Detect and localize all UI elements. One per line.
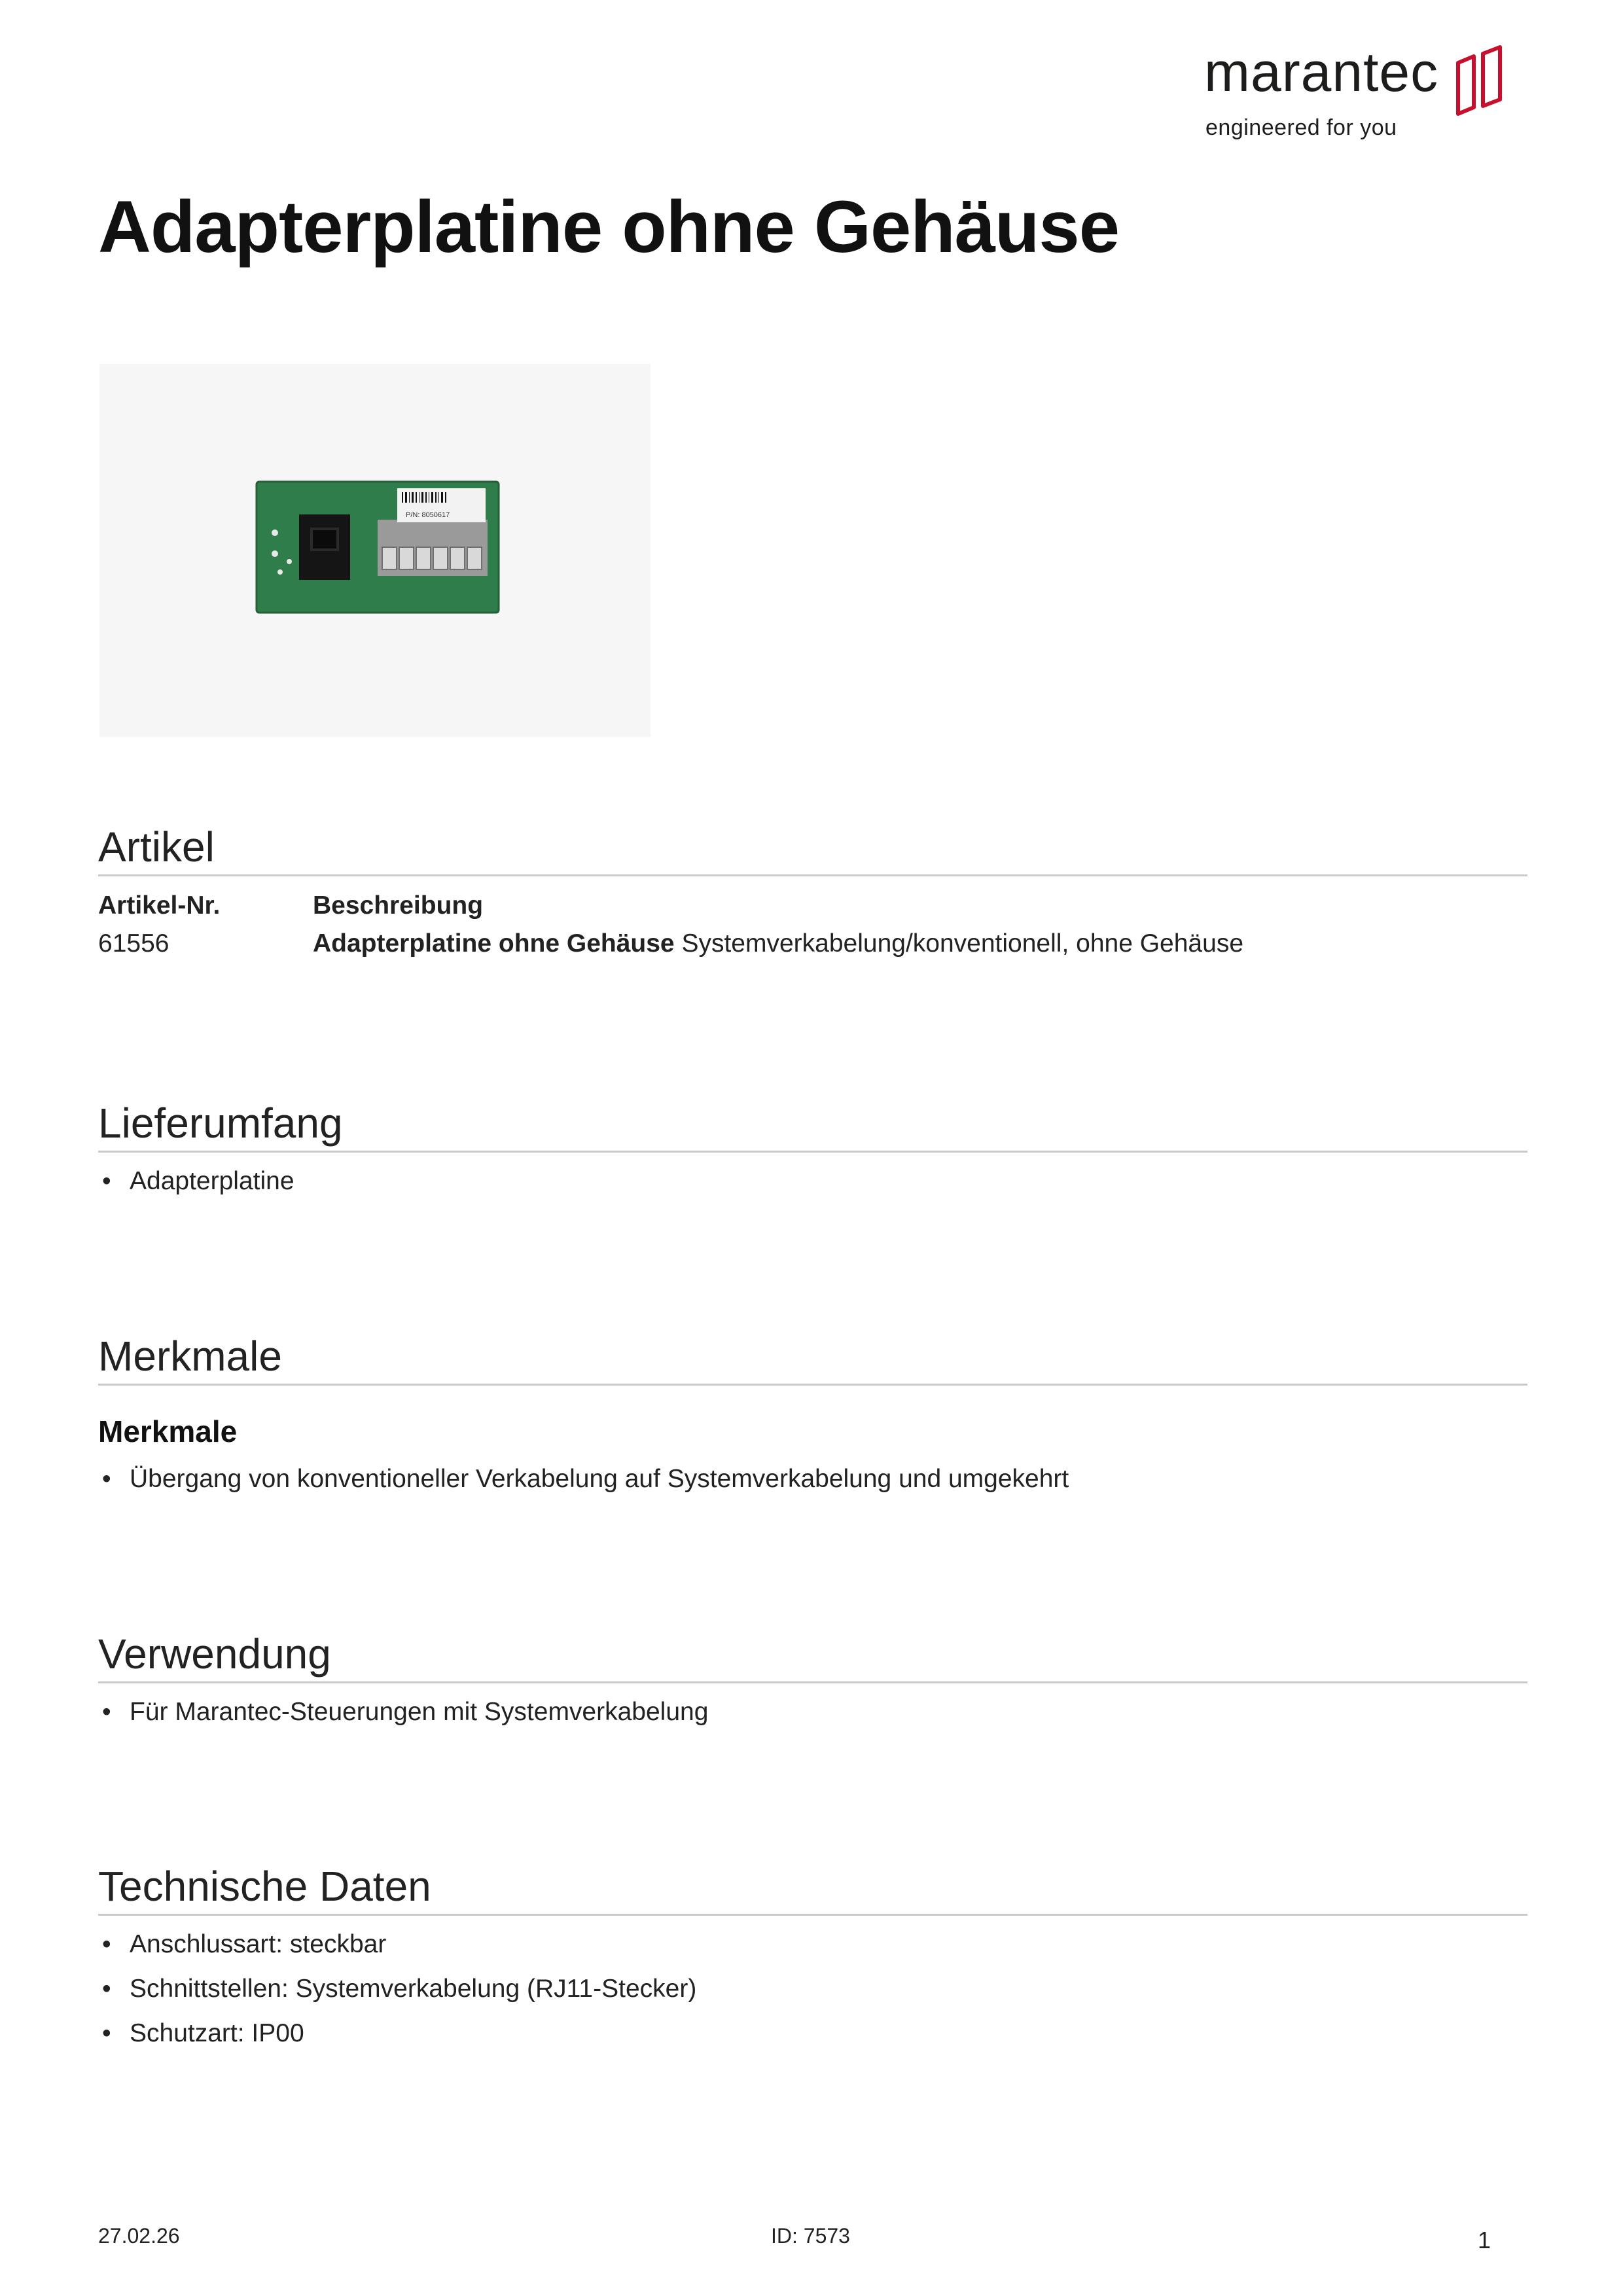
section-divider bbox=[98, 1384, 1527, 1386]
subheading-merkmale: Merkmale bbox=[98, 1414, 238, 1448]
column-header-beschreibung: Beschreibung bbox=[313, 891, 484, 920]
footer-date: 27.02.26 bbox=[98, 2224, 180, 2248]
list-item bbox=[98, 1167, 294, 1196]
list-item-text: Für Marantec-Steuerungen mit Systemverkabelung bbox=[130, 1698, 709, 1726]
logo-tagline: engineered for you bbox=[1205, 115, 1397, 140]
bullet: • bbox=[102, 1167, 111, 1195]
bullet: • bbox=[102, 1975, 111, 2003]
section-heading-merkmale: Merkmale bbox=[98, 1333, 282, 1380]
page-number: 1 bbox=[1478, 2227, 1491, 2253]
circuit-board-illustration bbox=[99, 364, 651, 737]
section-heading-artikel: Artikel bbox=[98, 823, 215, 870]
list-item-text: Adapterplatine bbox=[130, 1167, 294, 1195]
list-item bbox=[98, 1975, 696, 2004]
list-item-text: Übergang von konventioneller Verkabelung auf Systemverkabelung und umgekehrt bbox=[130, 1465, 1069, 1493]
article-description bbox=[313, 929, 1243, 959]
brand-logo bbox=[1204, 41, 1505, 149]
list-item-text: Schutzart: IP00 bbox=[130, 2019, 304, 2047]
list-item bbox=[98, 1930, 386, 1960]
marantec-mark-icon bbox=[1454, 45, 1507, 117]
bullet: • bbox=[102, 1465, 111, 1493]
list-item bbox=[98, 2019, 304, 2049]
footer-id: ID: 7573 bbox=[771, 2224, 850, 2248]
section-divider bbox=[98, 1914, 1527, 1916]
section-heading-lieferumfang: Lieferumfang bbox=[98, 1100, 343, 1147]
list-item-text: Schnittstellen: Systemverkabelung (RJ11-Stecker) bbox=[130, 1975, 697, 2003]
bullet: • bbox=[102, 1698, 111, 1726]
section-divider bbox=[98, 1151, 1527, 1153]
section-divider bbox=[98, 874, 1527, 876]
section-heading-verwendung: Verwendung bbox=[98, 1630, 331, 1677]
article-description-name: Adapterplatine ohne Gehäuse bbox=[313, 929, 675, 958]
list-item bbox=[98, 1698, 708, 1727]
bullet: • bbox=[102, 2019, 111, 2047]
column-header-artikel-nr: Artikel-Nr. bbox=[98, 891, 221, 920]
list-item-text: Anschlussart: steckbar bbox=[130, 1930, 387, 1958]
article-number: 61556 bbox=[98, 929, 169, 958]
article-description-detail: Systemverkabelung/konventionell, ohne Gehäuse bbox=[681, 929, 1244, 958]
section-heading-technische-daten: Technische Daten bbox=[98, 1863, 431, 1910]
board-label: P/N: 8050617 bbox=[406, 511, 450, 519]
product-image bbox=[99, 364, 651, 737]
section-divider bbox=[98, 1681, 1527, 1683]
list-item bbox=[98, 1465, 1069, 1494]
bullet: • bbox=[102, 1930, 111, 1958]
logo-wordmark: marantec bbox=[1204, 41, 1439, 103]
page-title: Adapterplatine ohne Gehäuse bbox=[98, 186, 1119, 268]
